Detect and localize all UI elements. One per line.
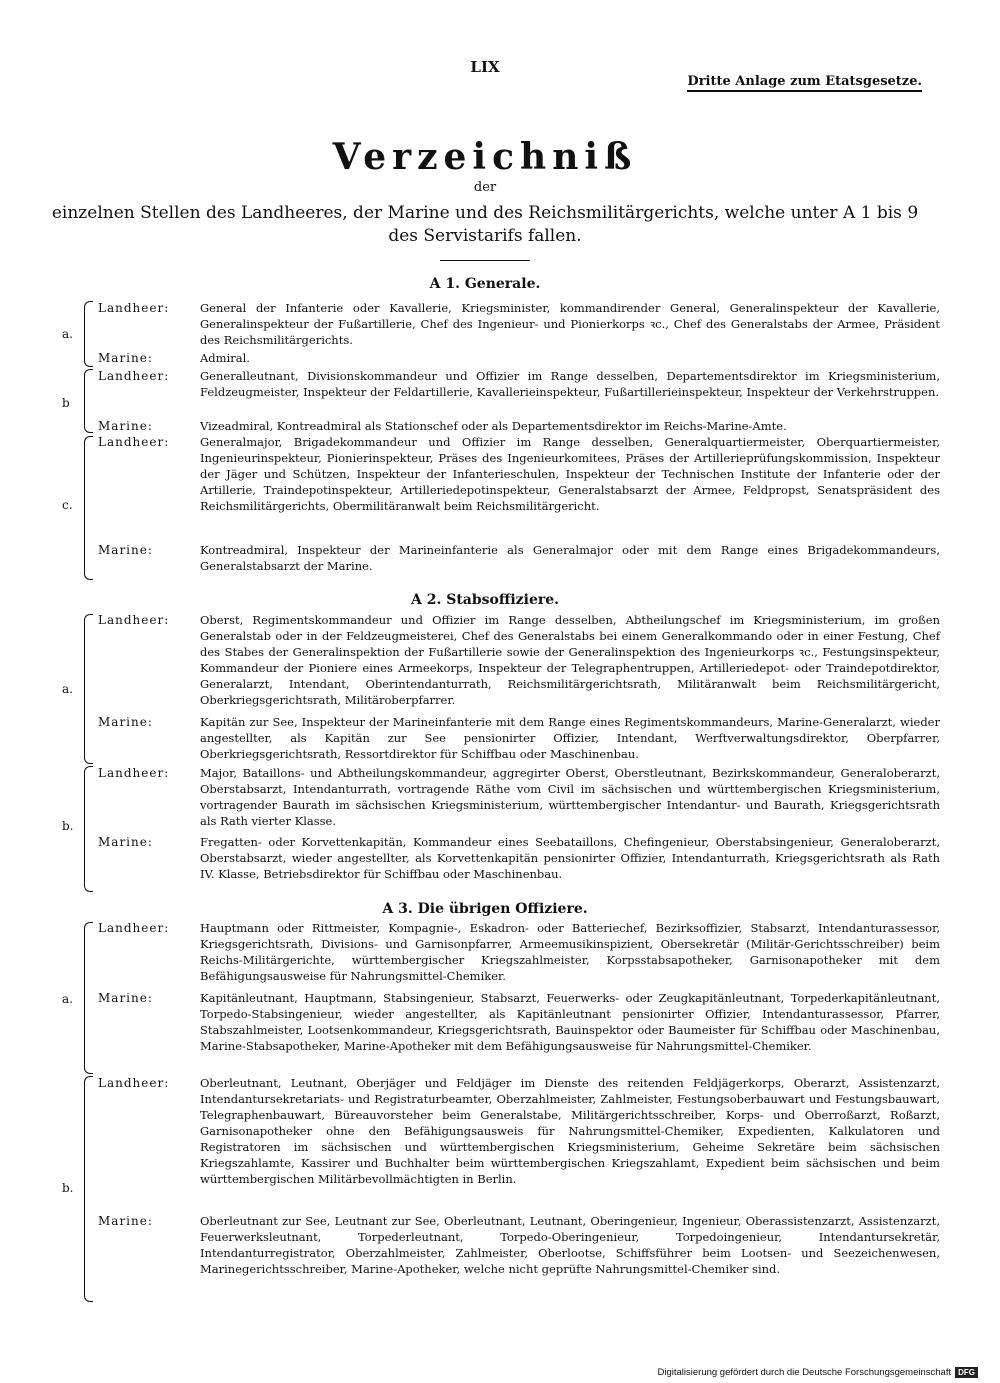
- entry-category: Landheer:: [98, 766, 170, 780]
- entry-text: Oberleutnant zur See, Leutnant zur See, Oberleutnant, Leutnant, Oberingenieur, Ingenieur, Oberassistenzarzt, Assistenzarzt, Feuerwerksleutnant, Torpederleutnant, Torpedo-Oberingenieur, Torpedoingenieur, Intendantursekretär, Intendanturregistrator, Oberzahlmeister, Zahlmeister, Oberlootse, Schiffsführer beim Lootsen- und Seezeichenwesen, Marinegerichtsschreiber, Marine-Apotheker, welche nicht geprüfte Nahrungsmittel-Chemiker sind.: [200, 1214, 940, 1276]
- section-heading-a3: A 3. Die übrigen Offiziere.: [382, 901, 588, 917]
- entry-text: Major, Bataillons- und Abtheilungskommandeur, aggregirter Oberst, Oberstleutnant, Bezirkskommandeur, Generaloberarzt, Oberstabsarzt, Intendanturrath, vortragende Räthe vom Civil im sächsischen und württembergischen Kriegsministerium, vortragender Baurath im sächsischen Kriegsministerium, württembergischer Intendantur- und Baurath, Kriegsgerichtsrath als Rath vierter Klasse.: [200, 766, 940, 828]
- entry-category: Marine:: [98, 351, 153, 365]
- group-brace: [84, 301, 93, 367]
- entry-category: Landheer:: [98, 613, 170, 627]
- group-label: a.: [62, 682, 73, 696]
- entry-category: Marine:: [98, 1214, 153, 1228]
- entry-category: Landheer:: [98, 435, 170, 449]
- group-brace: [84, 369, 93, 433]
- group-brace: [84, 1076, 93, 1302]
- entry-category: Marine:: [98, 543, 153, 557]
- entry-text: Oberleutnant, Leutnant, Oberjäger und Feldjäger im Dienste des reitenden Feldjägerkorps, Oberarzt, Assistenzarzt, Intendantursekretariats- und Registraturbeamter, Oberzahlmeister, Zahlmeister, Festungsoberbauwart und Festungsbauwart, Telegraphenbauwart, Büreauvorsteher beim Generalstabe, Militärgerichtsschreiber, Korps- und Oberroßarzt, Roßarzt, Garnisonapotheker ohne den Befähigungsausweis für Nahrungsmittel-Chemiker, Expedienten, Kalkulatoren und Registratoren im sächsischen und württembergischen Kriegsministerium, Geheime Sekretäre beim sächsischen Kriegszahlamte, Kassirer und Buchhalter beim württembergischen Kriegszahlamt, Expedient beim sächsischen und beim württembergischen Militärbevollmächtigten in Berlin.: [200, 1076, 940, 1186]
- entry-text: General der Infanterie oder Kavallerie, Kriegsminister, kommandirender General, Generalinspekteur der Kavallerie, Generalinspekteur der Fußartillerie, Chef des Ingenieur- und Pionierkorps ꝛc., Chef des Generalstabs der Armee, Präsident des Reichsmilitärgerichts.: [200, 301, 940, 347]
- entry-text: Hauptmann oder Rittmeister, Kompagnie-, Eskadron- oder Batteriechef, Bezirksoffizier, Stabsarzt, Intendanturassessor, Kriegsgerichtsrath, Divisions- und Garnisonpfarrer, Armeemusikinspizient, Obersekretär (Militär-Gerichtsschreiber) beim Reichs-Militärgerichte, württembergischer Kriegszahlmeister, Korpsstabsapotheker, Garnisonapotheker mit dem Befähigungsausweise für Nahrungsmittel-Chemiker.: [200, 921, 940, 983]
- group-brace: [84, 922, 93, 1074]
- entry-category: Marine:: [98, 991, 153, 1005]
- annex-header: Dritte Anlage zum Etatsgesetze.: [687, 74, 922, 92]
- title-divider: [440, 260, 530, 261]
- dfg-logo: DFG: [955, 1367, 978, 1378]
- entry-category: Marine:: [98, 715, 153, 729]
- footer-text: Digitalisierung gefördert durch die Deutsche Forschungsgemeinschaft: [657, 1367, 952, 1378]
- title-der: der: [473, 180, 497, 195]
- entry-category: Landheer:: [98, 921, 170, 935]
- entry-category: Marine:: [98, 419, 153, 433]
- group-brace: [84, 436, 93, 580]
- entry-category: Landheer:: [98, 369, 170, 383]
- entry-text: Kapitänleutnant, Hauptmann, Stabsingenieur, Stabsarzt, Feuerwerks- oder Zeugkapitänleutnant, Torpederkapitänleutnant, Torpedo-Stabsingenieur, wieder angestellter, als Kapitänleutnant pensionirter Offizier, Intendanturassessor, Pfarrer, Stabszahlmeister, Lootsenkommandeur, Kriegsgerichtsrath, Bauinspektor oder Baumeister für Schiffbau oder Maschinenbau, Marine-Stabsapotheker, Marine-Apotheker mit dem Befähigungsausweise für Nahrungsmittel-Chemiker.: [200, 991, 940, 1053]
- entry-text: Oberst, Regimentskommandeur und Offizier im Range desselben, Abtheilungschef im Kriegsministerium, im großen Generalstab oder in der Feldzeugmeisterei, Chef des Generalstabs bei einem Generalkommando oder in einer Festung, Chef des Stabes der Generalinspektion der Fußartillerie sowie der Generalinspektion des Ingenieurkorps ꝛc., Festungsinspekteur, Kommandeur der Pioniere eines Armeekorps, Inspekteur der Telegraphentruppen, Artilleriedepot- oder Traindepotdirektor, Generalarzt, Intendant, Oberintendanturrath, Reichsmilitärgerichtsrath, Militäranwalt beim Reichsmilitärgericht, Oberkriegsgerichtsrath, Militäroberpfarrer.: [200, 613, 940, 707]
- entry-text: Admiral.: [200, 351, 250, 365]
- entry-text: Fregatten- oder Korvettenkapitän, Kommandeur eines Seebataillons, Chefingenieur, Oberstabsingenieur, Generaloberarzt, Oberstabsarzt, wieder angestellter, als Korvettenkapitän pensionirter Offizier, Intendanturrath, Kriegsgerichtsrath als Rath IV. Klasse, Betriebsdirektor für Schiffbau oder Maschinenbau.: [200, 835, 940, 881]
- entry-category: Landheer:: [98, 301, 170, 315]
- entry-text: Vizeadmiral, Kontreadmiral als Stationschef oder als Departementsdirektor im Reichs-Marine-Amte.: [200, 419, 787, 433]
- footer-credit: [658, 1367, 979, 1378]
- entry-category: Marine:: [98, 835, 153, 849]
- entry-text: Kontreadmiral, Inspekteur der Marineinfanterie als Generalmajor oder mit dem Range eines Brigadekommandeurs, Generalstabsarzt der Marine.: [200, 543, 940, 573]
- entry-text: Generalleutnant, Divisionskommandeur und Offizier im Range desselben, Departementsdirektor im Kriegsministerium, Feldzeugmeister, Inspekteur der Feldartillerie, Kavallerieinspekteur, Fußartillerieinspekteur, Inspekteur der Verkehrstruppen.: [200, 369, 940, 399]
- group-label: a.: [62, 327, 73, 341]
- group-brace: [84, 614, 93, 764]
- page-title: Verzeichniß: [332, 136, 638, 178]
- group-brace: [84, 766, 93, 892]
- page-subtitle: einzelnen Stellen des Landheeres, der Marine und des Reichsmilitärgerichts, welche unter A 1 bis 9 des Servistarifs fallen.: [51, 203, 919, 246]
- group-label: b.: [62, 1181, 74, 1195]
- entry-text: Generalmajor, Brigadekommandeur und Offizier im Range desselben, Generalquartiermeister, Oberquartiermeister, Ingenieurinspekteur, Pionierinspekteur, Präses des Ingenieurkomitees, Präses der Artillerieprüfungskommission, Inspekteur der Jäger und Schützen, Inspekteur der Infanterieschulen, Inspekteur der Technischen Institute der Infanterie oder der Artillerie, Traindepotinspekteur, Artilleriedepotinspekteur, Generalstabsarzt der Armee, Feldpropst, Senatspräsident des Reichsmilitärgerichts, Obermilitäranwalt beim Reichsmilitärgericht.: [200, 435, 940, 513]
- page-number: LIX: [470, 58, 500, 76]
- group-label: b.: [62, 819, 74, 833]
- group-label: b: [62, 396, 70, 410]
- group-label: a.: [62, 992, 73, 1006]
- group-label: c.: [62, 498, 73, 512]
- section-heading-a2: A 2. Stabsoffiziere.: [410, 592, 560, 608]
- section-heading-a1: A 1. Generale.: [429, 276, 541, 292]
- entry-category: Landheer:: [98, 1076, 170, 1090]
- entry-text: Kapitän zur See, Inspekteur der Marineinfanterie mit dem Range eines Regimentskommandeurs, Marine-Generalarzt, wieder angestellter, als Kapitän zur See pensionirter Offizier, Intendant, Werftverwaltungsdirektor, Oberpfarrer, Oberkriegsgerichtsrath, Ressortdirektor für Schiffbau oder Maschinenbau.: [200, 715, 940, 761]
